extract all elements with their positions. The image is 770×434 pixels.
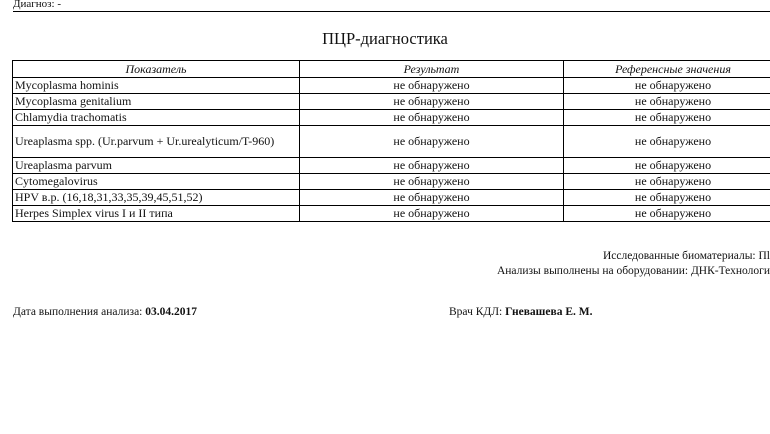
page-title: ПЦР-диагностика: [322, 29, 448, 48]
reference-value: не обнаружено: [564, 94, 770, 110]
header-reference: Референсные значения: [564, 61, 770, 78]
result-value: не обнаружено: [300, 126, 564, 158]
table-row: [13, 78, 770, 94]
reference-value: не обнаружено: [564, 206, 770, 222]
results-table: [12, 60, 770, 222]
biomaterials-note: Исследованные биоматериалы: Пl: [602, 250, 770, 262]
diagnosis-label: Диагноз:: [13, 0, 55, 10]
doctor-label: Врач КДЛ:: [449, 306, 503, 318]
analysis-date-value: 03.04.2017: [145, 306, 197, 318]
indicator-name: Mycoplasma hominis: [13, 78, 300, 94]
result-value: не обнаружено: [300, 174, 564, 190]
result-value: не обнаружено: [300, 110, 564, 126]
indicator-name: Chlamydia trachomatis: [13, 110, 300, 126]
indicator-name: Mycoplasma genitalium: [13, 94, 300, 110]
reference-value: не обнаружено: [564, 78, 770, 94]
table-row: [13, 110, 770, 126]
indicator-name: Cytomegalovirus: [13, 174, 300, 190]
table-row: [13, 94, 770, 110]
indicator-name: Ureaplasma spp. (Ur.parvum + Ur.urealyticum/T-960): [13, 126, 300, 158]
diagnosis-line: [13, 0, 770, 12]
header-result: Результат: [300, 61, 564, 78]
indicator-name: Herpes Simplex virus I и II типа: [13, 206, 300, 222]
analysis-date: [13, 306, 197, 318]
reference-value: не обнаружено: [564, 190, 770, 206]
table-row: [13, 190, 770, 206]
result-value: не обнаружено: [300, 94, 564, 110]
diagnosis-value: -: [57, 0, 61, 10]
table-header-row: [13, 61, 770, 78]
result-value: не обнаружено: [300, 206, 564, 222]
doctor-signature: [449, 306, 592, 318]
header-indicator: Показатель: [13, 61, 300, 78]
result-value: не обнаружено: [300, 78, 564, 94]
reference-value: не обнаружено: [564, 158, 770, 174]
table-row: [13, 126, 770, 158]
reference-value: не обнаружено: [564, 174, 770, 190]
indicator-name: Ureaplasma parvum: [13, 158, 300, 174]
result-value: не обнаружено: [300, 190, 564, 206]
reference-value: не обнаружено: [564, 126, 770, 158]
table-row: [13, 158, 770, 174]
analysis-date-label: Дата выполнения анализа:: [13, 306, 143, 318]
table-row: [13, 174, 770, 190]
result-value: не обнаружено: [300, 158, 564, 174]
indicator-name: HPV в.р. (16,18,31,33,35,39,45,51,52): [13, 190, 300, 206]
table-row: [13, 206, 770, 222]
equipment-note: Анализы выполнены на оборудовании: ДНК-Технологи: [496, 265, 770, 277]
doctor-name: Гневашева Е. М.: [505, 306, 593, 318]
reference-value: не обнаружено: [564, 110, 770, 126]
